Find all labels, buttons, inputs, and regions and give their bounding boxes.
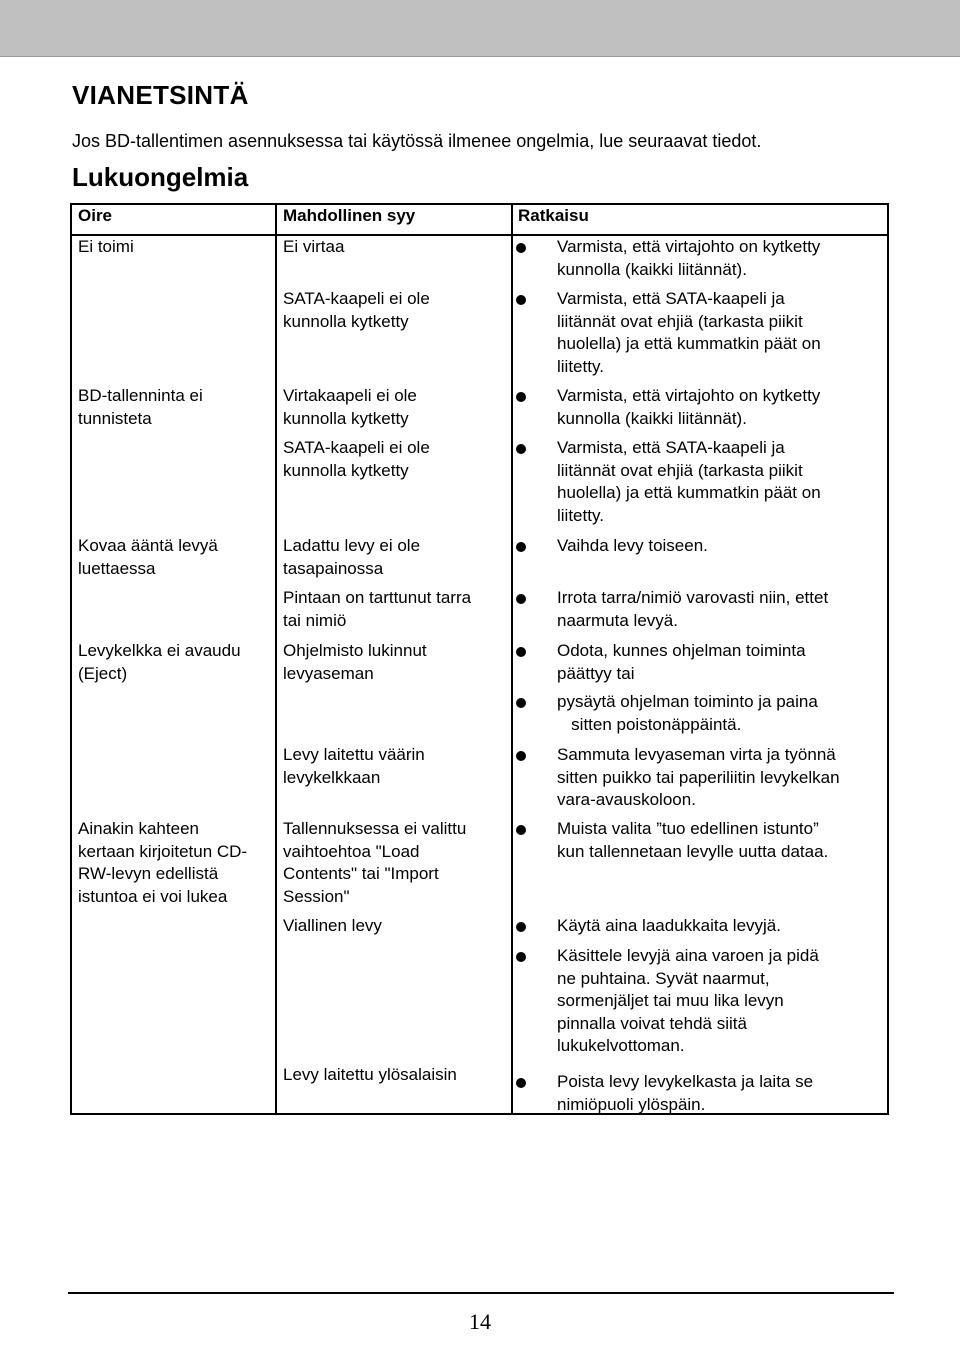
solution-item: Käytä aina laadukkaita levyjä. [557, 916, 781, 935]
bullet-icon [516, 698, 526, 708]
cause-cell: Tallennuksessa ei valittu vaihtoehtoa "Load Contents" tai "Import Session" [283, 819, 467, 906]
table-header-cause: Mahdollinen syy [283, 206, 416, 225]
bullet-icon [516, 952, 526, 962]
solution-item: Käsittele levyjä aina varoen ja pidä ne puhtaina. Syvät naarmut, sormenjäljet tai muu lika levyn pinnalla voivat tehdä siitä lukukelvottoman. [557, 946, 819, 1055]
table-header-solution: Ratkaisu [518, 206, 589, 225]
symptom-cell: Kovaa ääntä levyä luettaessa [78, 536, 218, 578]
bullet-icon [516, 243, 526, 253]
cause-cell: Ladattu levy ei ole tasapainossa [283, 536, 421, 578]
symptom-cell: BD-tallenninta ei tunnisteta [78, 386, 203, 428]
solution-item: Varmista, että virtajohto on kytketty kunnolla (kaikki liitännät). [557, 237, 821, 279]
solution-item: pysäytä ohjelman toiminto ja paina sitten poistonäppäintä. [557, 692, 818, 734]
solution-item: Varmista, että virtajohto on kytketty kunnolla (kaikki liitännät). [557, 386, 821, 428]
page-title: VIANETSINTÄ [72, 80, 249, 110]
solution-item: Irrota tarra/nimiö varovasti niin, ettet naarmuta levyä. [557, 588, 829, 630]
solution-item: Varmista, että SATA-kaapeli ja liitännät ovat ehjiä (tarkasta piikit huolella) ja että kummatkin päät on liitetty. [557, 438, 821, 525]
cause-cell: Levy laitettu ylösalaisin [283, 1065, 457, 1084]
page-number: 14 [469, 1309, 491, 1334]
solution-item: Muista valita ”tuo edellinen istunto” kun tallennetaan levylle uutta dataa. [557, 819, 829, 861]
cause-cell: Viallinen levy [283, 916, 382, 935]
cause-cell: Ohjelmisto lukinnut levyaseman [283, 641, 427, 683]
bullet-icon [516, 542, 526, 552]
bullet-icon [516, 751, 526, 761]
cause-cell: Pintaan on tarttunut tarra tai nimiö [283, 588, 472, 630]
solution-item: Varmista, että SATA-kaapeli ja liitännät ovat ehjiä (tarkasta piikit huolella) ja että kummatkin päät on liitetty. [557, 289, 821, 376]
bullet-icon [516, 444, 526, 454]
solution-item: Sammuta levyaseman virta ja työnnä sitten puikko tai paperiliitin levykelkan vara-avauskoloon. [557, 745, 840, 809]
cause-cell: SATA-kaapeli ei ole kunnolla kytketty [283, 289, 430, 331]
bullet-icon [516, 594, 526, 604]
solution-item: Vaihda levy toiseen. [557, 536, 708, 555]
bullet-icon [516, 392, 526, 402]
cause-cell: Ei virtaa [283, 237, 345, 256]
symptom-cell: Ei toimi [78, 237, 134, 256]
cause-cell: Levy laitettu väärin levykelkkaan [283, 745, 425, 787]
solution-item: Odota, kunnes ohjelman toiminta päättyy tai [557, 641, 806, 683]
column-divider [275, 205, 277, 1113]
cause-cell: Virtakaapeli ei ole kunnolla kytketty [283, 386, 417, 428]
solution-item: Poista levy levykelkasta ja laita se nimiöpuoli ylöspäin. [557, 1072, 814, 1114]
cause-cell: SATA-kaapeli ei ole kunnolla kytketty [283, 438, 430, 480]
bullet-icon [516, 922, 526, 932]
bullet-icon [516, 1078, 526, 1088]
symptom-cell: Ainakin kahteen kertaan kirjoitetun CD- RW-levyn edellistä istuntoa ei voi lukea [78, 819, 248, 906]
bullet-icon [516, 825, 526, 835]
bullet-icon [516, 647, 526, 657]
footer-rule [68, 1292, 894, 1294]
column-divider [511, 205, 513, 1113]
bullet-icon [516, 295, 526, 305]
table-header-symptom: Oire [78, 206, 113, 225]
symptom-cell: Levykelkka ei avaudu (Eject) [78, 641, 241, 683]
intro-text: Jos BD-tallentimen asennuksessa tai käytössä ilmenee ongelmia, lue seuraavat tiedot. [72, 131, 762, 151]
top-header-bar [0, 0, 960, 57]
section-heading: Lukuongelmia [72, 162, 249, 192]
